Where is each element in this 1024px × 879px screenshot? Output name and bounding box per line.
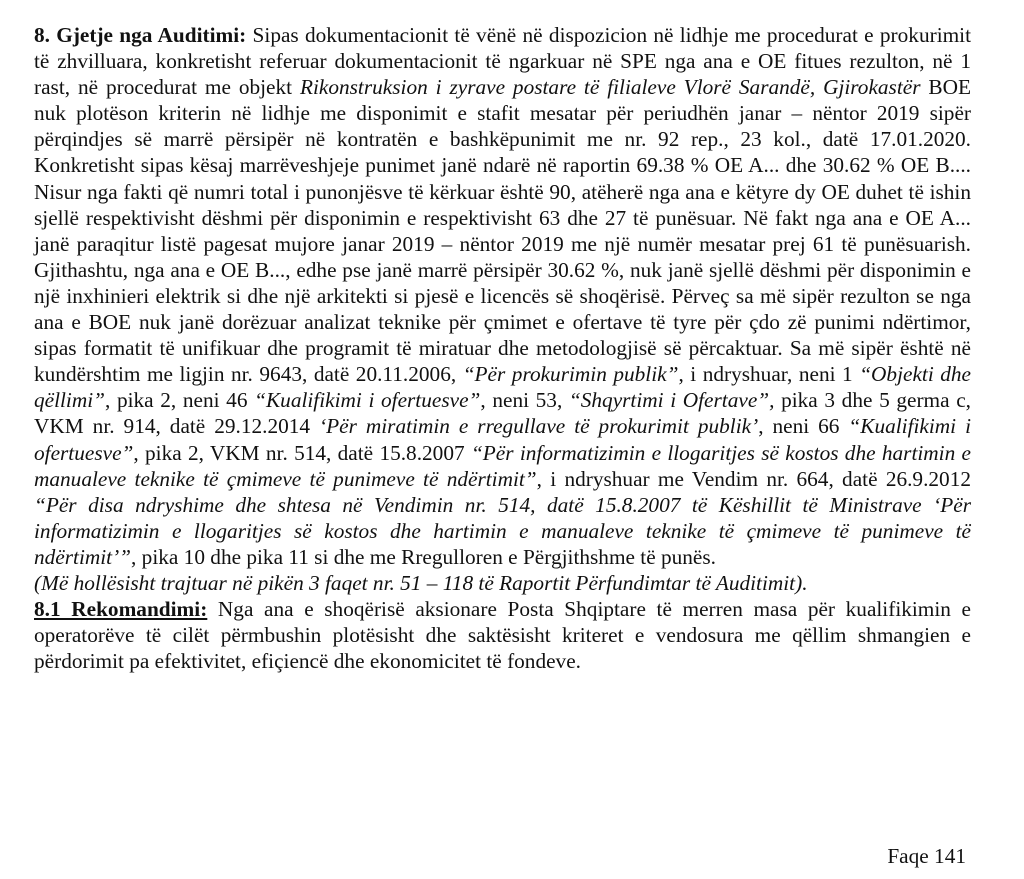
law-title: “Për prokurimin publik” [462, 362, 679, 387]
finding-text: , i ndryshuar me Vendim nr. 664, datë 26.9.2012 [536, 466, 972, 491]
finding-text: , pika 10 dhe pika 11 si dhe me Rregulloren e Përgjithshme të punës. [131, 544, 716, 569]
recommendation-text: Nga ana e shoqërisë aksionare Posta Shqiptare të merren masa për kualifikimin e operatorëve të cilët përmbushin plotësisht dhe saktësisht kriteret e vendosura me qëllim shmangien e përdorimit pa efektivitet, efiçiencë dhe ekonomicitet të fondeve. [34, 597, 972, 674]
page-number: Faqe 141 [887, 844, 966, 868]
article-title: “Shqyrtimi i Ofertave”, [568, 388, 775, 413]
recommendation-heading: 8.1 Rekomandimi: [34, 597, 208, 622]
finding-heading: 8. Gjetje nga Auditimi: [34, 23, 247, 47]
article-title: “Kualifikimi i ofertuesve” [254, 388, 481, 413]
finding-text: Sipas dokumentacionit të vënë në dispozicion në lidhje me procedurat e prokurimit të zhvilluara, konkretisht referuar dokumentacionit të ngarkuar në SPE nga ana e OE fitues rezulton, në 1 rast, në procedurat me objekt [34, 23, 972, 100]
finding-text: , neni 53, [480, 388, 569, 413]
decision-title: ‘Për miratimin e rregullave të prokurimit publik’ [319, 414, 759, 439]
audit-finding-paragraph [34, 22, 971, 570]
procedure-object: Rikonstruksion i zyrave postare të filialeve Vlorë Sarandë, Gjirokastër [299, 75, 921, 100]
finding-text: , pika 2, VKM nr. 514, datë 15.8.2007 [133, 440, 471, 465]
recommendation-paragraph [34, 596, 971, 674]
finding-text: , pika 2, neni 46 [105, 388, 255, 413]
decision-title: “Për informatizimin e llogaritjes së kostos dhe hartimin e manualeve teknike të çmimeve të punimeve të ndërtimit” [34, 440, 971, 491]
document-page [34, 22, 971, 674]
finding-text: BOE nuk plotëson kriterin në lidhje me disponimit e stafit mesatar për periudhën janar – nëntor 2019 sipër përqindjes së marrë përsipër në kontratën e bashkëpunimit me nr. 92 rep., 23 kol., datë 17.01.2020. Konkretisht sipas kësaj marrëveshjeje punimet janë ndarë në raportin 69.38 % OE A... dhe 30.62 % OE B.... Nisur nga fakti që numri total i punonjësve të kërkuar është 90, atëherë nga ana e këtyre dy OE duhet të ishin sjellë respektivisht dëshmi për disponimin e respektivisht 63 dhe 27 të punësuar. Në fakt nga ana e OE A... janë paraqitur listë pagesat mujore janar 2019 – nëntor 2019 me një numër mesatar prej 61 të punësuarish. Gjithashtu, nga ana e OE B..., edhe pse janë marrë përsipër 30.62 %, nuk janë sjellë dëshmi për disponimin e një inxhinieri elektrik si dhe një arkitekti si pjesë e licencës së shoqërisë. Përveç sa më sipër rezulton se nga ana e BOE nuk janë dorëzuar analizat teknike për çmimet e ofertave të tyre për çdo zë punimi ndërtimor, sipas formatit të unifikuar dhe programit të miratuar dhe metodologjisë së përcaktuar. Sa më sipër është në kundërshtim me ligjin nr. 9643, datë 20.11.2006, [34, 75, 972, 387]
finding-text: pika 3 dhe 5 germa c, VKM nr. 914, datë 29.12.2014 [34, 388, 971, 439]
finding-text: , neni 66 [758, 414, 849, 439]
article-title: “Kualifikimi i ofertuesve” [34, 414, 971, 465]
article-title: “Objekti dhe qëllimi” [34, 362, 971, 413]
reference-note: (Më hollësisht trajtuar në pikën 3 faqet nr. 51 – 118 të Raportit Përfundimtar të Auditimit). [34, 570, 808, 595]
finding-text: , i ndryshuar, neni 1 [678, 362, 860, 387]
decision-title: “Për disa ndryshime dhe shtesa në Vendimin nr. 514, datë 15.8.2007 të Këshillit të Ministrave ‘Për informatizimin e llogaritjes së kostos dhe hartimin e manualeve teknike të çmimeve të punimeve të ndërtimit’” [34, 492, 971, 569]
